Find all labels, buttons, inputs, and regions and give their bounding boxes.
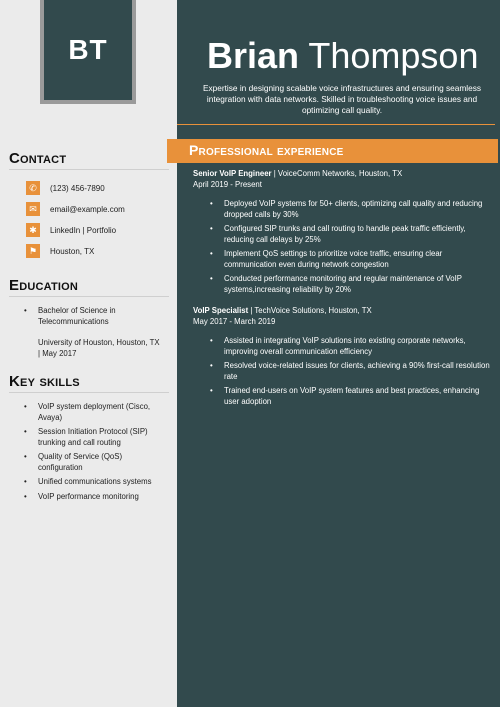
candidate-name (207, 34, 497, 78)
list-item: • Unified communications systems (24, 477, 152, 486)
experience-heading: Professional experience (189, 142, 344, 158)
contact-location (26, 244, 94, 258)
links-text[interactable]: LinkedIn | Portfolio (50, 225, 117, 235)
contact-phone (26, 181, 105, 195)
email-icon: ✉ (26, 202, 40, 216)
job-title: VoIP Specialist (193, 306, 249, 315)
list-item: • Quality of Service (QoS) configuration (24, 452, 123, 472)
phone-icon: ✆ (26, 181, 40, 195)
contact-heading: Contact (9, 150, 67, 167)
job-dates: April 2019 - Present (193, 179, 262, 189)
location-text: Houston, TX (50, 246, 95, 256)
list-item: • Conducted performance monitoring and regular maintenance of VoIP systems,increasing reliability by 20% (210, 274, 462, 294)
skills-heading: Key skills (9, 373, 80, 390)
school: University of Houston, Houston, TX | May 2017 (38, 338, 160, 358)
last-name: Thompson (308, 35, 479, 76)
email-text[interactable]: email@example.com (50, 204, 125, 214)
job-company: | TechVoice Solutions, Houston, TX (248, 306, 372, 315)
list-item: • Resolved voice-related issues for clients, achieving a 90% first-call resolution rate (210, 361, 490, 381)
skills-list (24, 402, 164, 506)
job-company: | VoiceComm Networks, Houston, TX (271, 169, 403, 178)
first-name: Brian (207, 35, 300, 76)
network-icon: ✱ (26, 223, 40, 237)
list-item: • Trained end-users on VoIP system features and best practices, enhancing user adoption (210, 386, 480, 406)
list-item: • VoIP system deployment (Cisco, Avaya) (24, 402, 151, 422)
job-header (193, 306, 493, 327)
list-item: • Deployed VoIP systems for 50+ clients, optimizing call quality and reducing dropped calls by 30% (210, 199, 483, 219)
summary: Expertise in designing scalable voice infrastructures and ensuring seamless integration with data networks. Skilled in troubleshooting voice issues and optimizing call quality. (202, 83, 482, 115)
list-item: • Bachelor of Science in Telecommunications (24, 306, 116, 326)
list-item: • VoIP performance monitoring (24, 491, 139, 501)
list-item: • Implement QoS settings to prioritize voice traffic, ensuring clear communication even during network congestion (210, 249, 443, 269)
education-list (24, 306, 164, 331)
education-rule (9, 296, 169, 297)
skills-rule (9, 392, 169, 393)
experience-banner (167, 139, 498, 163)
job-header (193, 169, 493, 190)
contact-rule (9, 169, 169, 170)
phone-text: (123) 456-7890 (50, 183, 105, 193)
list-item: • Session Initiation Protocol (SIP) trunking and call routing (24, 427, 148, 447)
monogram: BT (44, 0, 132, 100)
job-bullets (210, 336, 495, 411)
list-item: • Assisted in integrating VoIP solutions into existing corporate networks, improving overall communication efficiency (210, 336, 466, 356)
contact-email (26, 202, 125, 216)
degree: Bachelor of Science in Telecommunications (38, 306, 116, 326)
education-heading: Education (9, 277, 79, 294)
job-bullets (210, 199, 495, 299)
monogram-frame (40, 0, 136, 104)
list-item: • Configured SIP trunks and call routing to handle peak traffic efficiently, reducing call delays by 25% (210, 224, 466, 244)
header-divider (177, 124, 495, 125)
job-dates: May 2017 - March 2019 (193, 316, 276, 326)
location-icon: ⚑ (26, 244, 40, 258)
contact-links (26, 223, 116, 237)
job-title: Senior VoIP Engineer (193, 169, 272, 178)
